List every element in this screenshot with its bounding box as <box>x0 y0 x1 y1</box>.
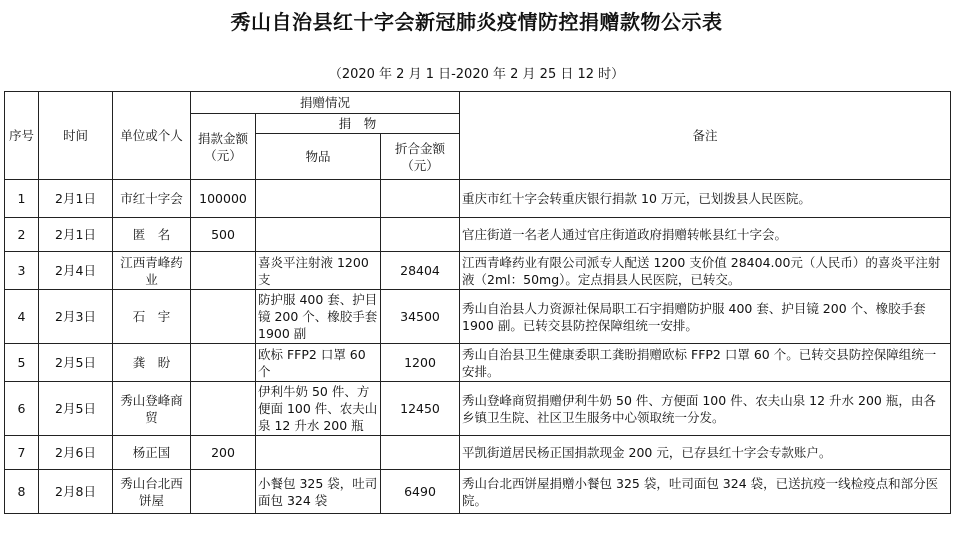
cell-cash-amount <box>191 382 256 436</box>
cell-remark: 江西青峰药业有限公司派专人配送 1200 支价值 28404.00元（人民币）的喜炎平注射液（2ml：50mg）。定点捐县人民医院，已转交。 <box>460 252 951 290</box>
cell-time: 2月6日 <box>39 436 113 470</box>
header-seq: 序号 <box>5 92 39 180</box>
cell-donor: 江西青峰药业 <box>113 252 191 290</box>
cell-donor: 匿 名 <box>113 218 191 252</box>
cell-time: 2月5日 <box>39 344 113 382</box>
cell-goods-item <box>256 180 381 218</box>
table-row <box>5 436 951 470</box>
cell-donor: 龚 盼 <box>113 344 191 382</box>
cell-cash-amount <box>191 344 256 382</box>
table-row <box>5 290 951 344</box>
cell-remark: 秀山登峰商贸捐赠伊利牛奶 50 件、方便面 100 件、农夫山泉 12 升水 200 瓶，由各乡镇卫生院、社区卫生服务中心领取统一分发。 <box>460 382 951 436</box>
header-goods-item: 物品 <box>256 134 381 180</box>
cell-seq: 4 <box>5 290 39 344</box>
cell-cash-amount <box>191 252 256 290</box>
cell-cash-amount <box>191 290 256 344</box>
cell-remark: 秀山台北西饼屋捐赠小餐包 325 袋，吐司面包 324 袋，已送抗疫一线检疫点和部分医院。 <box>460 470 951 514</box>
cell-seq: 1 <box>5 180 39 218</box>
cell-time: 2月1日 <box>39 180 113 218</box>
cell-cash-amount: 100000 <box>191 180 256 218</box>
table-body <box>5 180 951 514</box>
cell-donor: 秀山台北西饼屋 <box>113 470 191 514</box>
cell-goods-item: 喜炎平注射液 1200 支 <box>256 252 381 290</box>
cell-goods-value <box>381 180 460 218</box>
cell-seq: 3 <box>5 252 39 290</box>
date-range-subtitle: （2020 年 2 月 1 日-2020 年 2 月 25 日 12 时） <box>328 67 625 82</box>
cell-seq: 2 <box>5 218 39 252</box>
cell-cash-amount <box>191 470 256 514</box>
header-cash-amount: 捐款金额（元） <box>191 114 256 180</box>
cell-seq: 8 <box>5 470 39 514</box>
cell-remark: 官庄街道一名老人通过官庄街道政府捐赠转帐县红十字会。 <box>460 218 951 252</box>
cell-donor: 市红十字会 <box>113 180 191 218</box>
cell-remark: 秀山自治县人力资源社保局职工石宇捐赠防护服 400 套、护目镜 200 个、橡胶手套 1900 副。已转交县防控保障组统一安排。 <box>460 290 951 344</box>
table-row <box>5 470 951 514</box>
cell-cash-amount: 200 <box>191 436 256 470</box>
cell-goods-value: 34500 <box>381 290 460 344</box>
cell-seq: 6 <box>5 382 39 436</box>
cell-goods-item <box>256 218 381 252</box>
table-row <box>5 180 951 218</box>
cell-goods-value: 6490 <box>381 470 460 514</box>
cell-goods-item: 伊利牛奶 50 件、方便面 100 件、农夫山泉 12 升水 200 瓶 <box>256 382 381 436</box>
table-row <box>5 218 951 252</box>
header-time: 时间 <box>39 92 113 180</box>
cell-goods-value: 28404 <box>381 252 460 290</box>
header-remark: 备注 <box>460 92 951 180</box>
header-donor: 单位或个人 <box>113 92 191 180</box>
cell-goods-item: 小餐包 325 袋，吐司面包 324 袋 <box>256 470 381 514</box>
cell-remark: 平凯街道居民杨正国捐款现金 200 元，已存县红十字会专款账户。 <box>460 436 951 470</box>
cell-goods-item <box>256 436 381 470</box>
cell-cash-amount: 500 <box>191 218 256 252</box>
donation-table <box>4 91 951 514</box>
cell-goods-item: 欧标 FFP2 口罩 60 个 <box>256 344 381 382</box>
header-donation-info: 捐赠情况 <box>191 92 460 114</box>
table-row <box>5 344 951 382</box>
table-row <box>5 252 951 290</box>
cell-seq: 5 <box>5 344 39 382</box>
table-row <box>5 382 951 436</box>
cell-goods-value: 12450 <box>381 382 460 436</box>
header-goods-value: 折合金额（元） <box>381 134 460 180</box>
cell-time: 2月1日 <box>39 218 113 252</box>
cell-time: 2月4日 <box>39 252 113 290</box>
cell-donor: 杨正国 <box>113 436 191 470</box>
cell-goods-value: 1200 <box>381 344 460 382</box>
cell-donor: 秀山登峰商贸 <box>113 382 191 436</box>
page-title: 秀山自治县红十字会新冠肺炎疫情防控捐赠款物公示表 <box>230 10 723 34</box>
cell-seq: 7 <box>5 436 39 470</box>
cell-remark: 重庆市红十字会转重庆银行捐款 10 万元，已划拨县人民医院。 <box>460 180 951 218</box>
cell-remark: 秀山自治县卫生健康委职工龚盼捐赠欧标 FFP2 口罩 60 个。已转交县防控保障组统一安排。 <box>460 344 951 382</box>
cell-time: 2月8日 <box>39 470 113 514</box>
header-goods: 捐 物 <box>256 114 460 134</box>
cell-goods-item: 防护服 400 套、护目镜 200 个、橡胶手套 1900 副 <box>256 290 381 344</box>
cell-goods-value <box>381 436 460 470</box>
cell-time: 2月3日 <box>39 290 113 344</box>
cell-time: 2月5日 <box>39 382 113 436</box>
cell-goods-value <box>381 218 460 252</box>
cell-donor: 石 宇 <box>113 290 191 344</box>
